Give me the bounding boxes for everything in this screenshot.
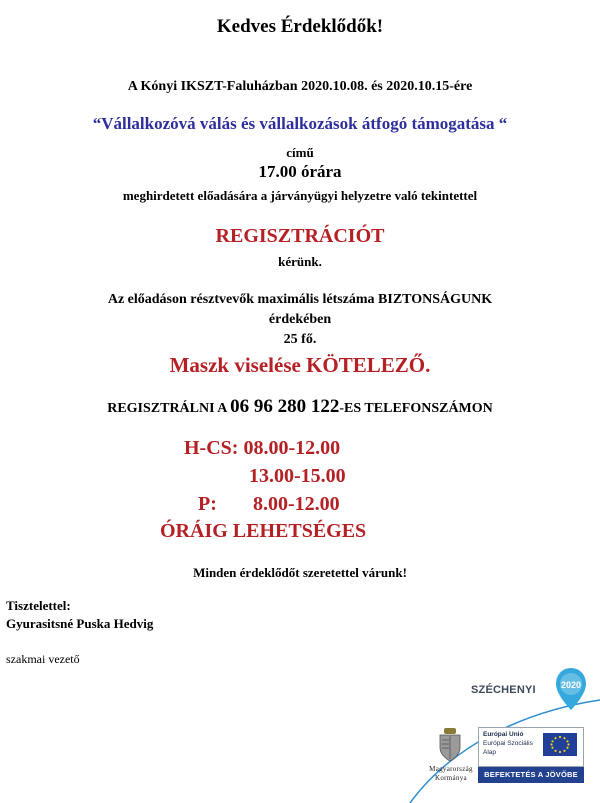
hungary-crest-icon (437, 728, 463, 762)
hours-line-2: 13.00-15.00 (249, 465, 346, 487)
kerunk-text: kérünk. (278, 254, 322, 269)
event-line: A Kónyi IKSZT-Faluházban 2020.10.08. és 2020.10.15-ére (127, 79, 473, 94)
cimu-text: című (286, 145, 314, 160)
signer-role: szakmai vezető (6, 652, 80, 666)
eu-line-1: Európai Unió (483, 731, 524, 738)
welcome-text: Minden érdeklődőt szeretettel várunk! (193, 565, 407, 580)
signer-name: Gyurasitsné Puska Hedvig (6, 616, 154, 631)
eu-text (483, 730, 533, 757)
closing-text: Tisztelettel: (6, 598, 71, 613)
szechenyi-pin-icon (554, 667, 588, 711)
szechenyi-logo-text: SZÉCHENYI (471, 684, 536, 696)
phone-suffix: -ES TELEFONSZÁMON (339, 401, 493, 416)
lecture-title: “Vállalkozóvá válás és vállalkozások átfogó támogatása “ (92, 114, 508, 133)
hours-line-4: ÓRÁIG LEHETSÉGES (160, 520, 367, 542)
hungary-gov-text (420, 765, 482, 783)
max-line-3: 25 fő. (283, 332, 317, 347)
max-line-1: Az előadáson résztvevők maximális létszáma BIZTONSÁGUNK (107, 292, 493, 307)
phone-prefix: REGISZTRÁLNI A (107, 401, 231, 416)
mask-notice: Maszk viselése KÖTELEZŐ. (169, 353, 431, 377)
announce-text: meghirdetett előadására a járványügyi helyzetre való tekintettel (122, 188, 478, 203)
invest-banner: BEFEKTETÉS A JÖVŐBE (478, 767, 584, 783)
gov-line-1: Magyarország (429, 765, 473, 773)
gov-line-2: Kormánya (435, 774, 467, 782)
hours-line-1: H-CS: 08.00-12.00 (184, 437, 341, 459)
eu-line-2: Európai Szociális (483, 740, 533, 747)
hours-p-time: 8.00-12.00 (253, 493, 340, 515)
eu-flag-icon (543, 733, 577, 756)
phone-number: 06 96 280 122 (230, 396, 340, 417)
eu-line-3: Alap (483, 749, 497, 756)
max-line-2: érdekében (268, 312, 332, 327)
szechenyi-year: 2020 (560, 680, 582, 690)
greeting: Kedves Érdeklődők! (216, 16, 384, 37)
lecture-time: 17.00 órára (258, 162, 342, 181)
registration-heading: REGISZTRÁCIÓT (215, 225, 385, 247)
hours-p-label: P: (198, 493, 217, 515)
